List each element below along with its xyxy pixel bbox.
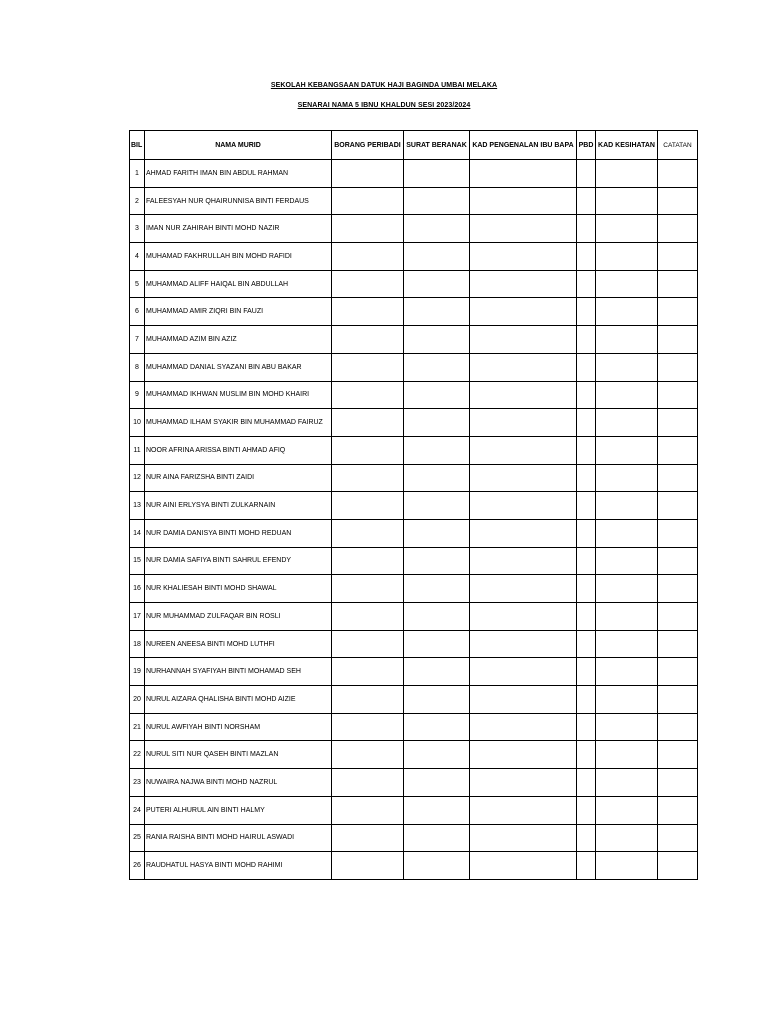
catatan-cell xyxy=(658,630,698,658)
borang-peribadi-cell xyxy=(332,243,404,271)
pbd-cell xyxy=(577,298,596,326)
kad-pengenalan-ibu-bapa-cell xyxy=(470,769,577,797)
student-name: NUR AINA FARIZSHA BINTI ZAIDI xyxy=(145,464,332,492)
table-row xyxy=(130,270,698,298)
kad-kesihatan-cell xyxy=(596,713,658,741)
student-rows xyxy=(130,160,698,880)
row-number: 23 xyxy=(130,769,145,797)
catatan-cell xyxy=(658,215,698,243)
catatan-cell xyxy=(658,464,698,492)
borang-peribadi-cell xyxy=(332,713,404,741)
borang-peribadi-cell xyxy=(332,603,404,631)
kad-pengenalan-ibu-bapa-cell xyxy=(470,547,577,575)
borang-peribadi-cell xyxy=(332,796,404,824)
student-name: NURUL AIZARA QHALISHA BINTI MOHD AIZIE xyxy=(145,686,332,714)
kad-kesihatan-cell xyxy=(596,824,658,852)
catatan-cell xyxy=(658,436,698,464)
table-row xyxy=(130,215,698,243)
surat-beranak-cell xyxy=(404,686,470,714)
kad-pengenalan-ibu-bapa-cell xyxy=(470,519,577,547)
list-title: SENARAI NAMA 5 IBNU KHALDUN SESI 2023/2024 xyxy=(297,102,471,109)
catatan-cell xyxy=(658,824,698,852)
row-number: 11 xyxy=(130,436,145,464)
surat-beranak-cell xyxy=(404,381,470,409)
student-name: MUHAMMAD ILHAM SYAKIR BIN MUHAMMAD FAIRUZ xyxy=(145,409,332,437)
pbd-cell xyxy=(577,160,596,188)
student-name: NUR AINI ERLYSYA BINTI ZULKARNAIN xyxy=(145,492,332,520)
table-row xyxy=(130,381,698,409)
student-name: NUWAIRA NAJWA BINTI MOHD NAZRUL xyxy=(145,769,332,797)
row-number: 17 xyxy=(130,603,145,631)
column-header-borang-peribadi: BORANG PERIBADI xyxy=(332,131,404,160)
student-name: NOOR AFRINA ARISSA BINTI AHMAD AFIQ xyxy=(145,436,332,464)
borang-peribadi-cell xyxy=(332,436,404,464)
table-header-row xyxy=(130,131,698,160)
borang-peribadi-cell xyxy=(332,409,404,437)
row-number: 9 xyxy=(130,381,145,409)
pbd-cell xyxy=(577,796,596,824)
surat-beranak-cell xyxy=(404,575,470,603)
pbd-cell xyxy=(577,187,596,215)
student-name: PUTERI ALHURUL AIN BINTI HALMY xyxy=(145,796,332,824)
surat-beranak-cell xyxy=(404,519,470,547)
borang-peribadi-cell xyxy=(332,769,404,797)
row-number: 12 xyxy=(130,464,145,492)
kad-pengenalan-ibu-bapa-cell xyxy=(470,464,577,492)
table-row xyxy=(130,547,698,575)
table-row xyxy=(130,796,698,824)
table-row xyxy=(130,852,698,880)
column-header-catatan: CATATAN xyxy=(658,131,698,160)
table-row xyxy=(130,741,698,769)
surat-beranak-cell xyxy=(404,187,470,215)
kad-kesihatan-cell xyxy=(596,519,658,547)
student-name: MUHAMMAD AMIR ZIQRI BIN FAUZI xyxy=(145,298,332,326)
row-number: 26 xyxy=(130,852,145,880)
row-number: 5 xyxy=(130,270,145,298)
kad-pengenalan-ibu-bapa-cell xyxy=(470,824,577,852)
kad-pengenalan-ibu-bapa-cell xyxy=(470,436,577,464)
surat-beranak-cell xyxy=(404,270,470,298)
kad-kesihatan-cell xyxy=(596,547,658,575)
student-name: RAUDHATUL HASYA BINTI MOHD RAHIMI xyxy=(145,852,332,880)
kad-kesihatan-cell xyxy=(596,575,658,603)
student-name: NUR DAMIA DANISYA BINTI MOHD REDUAN xyxy=(145,519,332,547)
borang-peribadi-cell xyxy=(332,215,404,243)
borang-peribadi-cell xyxy=(332,160,404,188)
student-name: AHMAD FARITH IMAN BIN ABDUL RAHMAN xyxy=(145,160,332,188)
row-number: 1 xyxy=(130,160,145,188)
kad-kesihatan-cell xyxy=(596,160,658,188)
column-header-nama-murid: NAMA MURID xyxy=(145,131,332,160)
surat-beranak-cell xyxy=(404,796,470,824)
borang-peribadi-cell xyxy=(332,547,404,575)
pbd-cell xyxy=(577,658,596,686)
surat-beranak-cell xyxy=(404,658,470,686)
borang-peribadi-cell xyxy=(332,630,404,658)
student-name: NUR KHALIESAH BINTI MOHD SHAWAL xyxy=(145,575,332,603)
surat-beranak-cell xyxy=(404,243,470,271)
surat-beranak-cell xyxy=(404,824,470,852)
pbd-cell xyxy=(577,215,596,243)
catatan-cell xyxy=(658,409,698,437)
kad-pengenalan-ibu-bapa-cell xyxy=(470,353,577,381)
kad-pengenalan-ibu-bapa-cell xyxy=(470,243,577,271)
pbd-cell xyxy=(577,464,596,492)
catatan-cell xyxy=(658,381,698,409)
pbd-cell xyxy=(577,519,596,547)
row-number: 7 xyxy=(130,326,145,354)
pbd-cell xyxy=(577,852,596,880)
row-number: 3 xyxy=(130,215,145,243)
catatan-cell xyxy=(658,160,698,188)
kad-pengenalan-ibu-bapa-cell xyxy=(470,852,577,880)
borang-peribadi-cell xyxy=(332,298,404,326)
school-title: SEKOLAH KEBANGSAAN DATUK HAJI BAGINDA UMBAI MELAKA xyxy=(270,82,498,89)
table-row xyxy=(130,603,698,631)
catatan-cell xyxy=(658,187,698,215)
kad-pengenalan-ibu-bapa-cell xyxy=(470,160,577,188)
pbd-cell xyxy=(577,326,596,354)
surat-beranak-cell xyxy=(404,464,470,492)
kad-kesihatan-cell xyxy=(596,187,658,215)
kad-pengenalan-ibu-bapa-cell xyxy=(470,492,577,520)
catatan-cell xyxy=(658,741,698,769)
catatan-cell xyxy=(658,298,698,326)
student-name: NURUL AWFIYAH BINTI NORSHAM xyxy=(145,713,332,741)
borang-peribadi-cell xyxy=(332,464,404,492)
student-name: MUHAMMAD IKHWAN MUSLIM BIN MOHD KHAIRI xyxy=(145,381,332,409)
kad-pengenalan-ibu-bapa-cell xyxy=(470,686,577,714)
kad-kesihatan-cell xyxy=(596,298,658,326)
pbd-cell xyxy=(577,492,596,520)
student-name: MUHAMAD FAKHRULLAH BIN MOHD RAFIDI xyxy=(145,243,332,271)
student-name: NUREEN ANEESA BINTI MOHD LUTHFI xyxy=(145,630,332,658)
borang-peribadi-cell xyxy=(332,658,404,686)
table-row xyxy=(130,409,698,437)
table-row xyxy=(130,575,698,603)
pbd-cell xyxy=(577,381,596,409)
row-number: 19 xyxy=(130,658,145,686)
kad-kesihatan-cell xyxy=(596,630,658,658)
surat-beranak-cell xyxy=(404,298,470,326)
student-name: IMAN NUR ZAHIRAH BINTI MOHD NAZIR xyxy=(145,215,332,243)
row-number: 10 xyxy=(130,409,145,437)
surat-beranak-cell xyxy=(404,492,470,520)
row-number: 16 xyxy=(130,575,145,603)
kad-kesihatan-cell xyxy=(596,243,658,271)
pbd-cell xyxy=(577,713,596,741)
surat-beranak-cell xyxy=(404,353,470,381)
student-name: FALEESYAH NUR QHAIRUNNISA BINTI FERDAUS xyxy=(145,187,332,215)
borang-peribadi-cell xyxy=(332,575,404,603)
borang-peribadi-cell xyxy=(332,519,404,547)
kad-kesihatan-cell xyxy=(596,436,658,464)
student-name: MUHAMMAD AZIM BIN AZIZ xyxy=(145,326,332,354)
kad-kesihatan-cell xyxy=(596,326,658,354)
row-number: 2 xyxy=(130,187,145,215)
kad-pengenalan-ibu-bapa-cell xyxy=(470,713,577,741)
table-row xyxy=(130,713,698,741)
kad-pengenalan-ibu-bapa-cell xyxy=(470,381,577,409)
surat-beranak-cell xyxy=(404,741,470,769)
table-row xyxy=(130,160,698,188)
student-name: NURUL SITI NUR QASEH BINTI MAZLAN xyxy=(145,741,332,769)
borang-peribadi-cell xyxy=(332,852,404,880)
catatan-cell xyxy=(658,658,698,686)
catatan-cell xyxy=(658,796,698,824)
row-number: 13 xyxy=(130,492,145,520)
catatan-cell xyxy=(658,713,698,741)
column-header-bil: BIL xyxy=(130,131,145,160)
catatan-cell xyxy=(658,243,698,271)
borang-peribadi-cell xyxy=(332,270,404,298)
kad-kesihatan-cell xyxy=(596,741,658,769)
student-name: NUR MUHAMMAD ZULFAQAR BIN ROSLI xyxy=(145,603,332,631)
row-number: 25 xyxy=(130,824,145,852)
pbd-cell xyxy=(577,353,596,381)
surat-beranak-cell xyxy=(404,630,470,658)
surat-beranak-cell xyxy=(404,713,470,741)
kad-kesihatan-cell xyxy=(596,852,658,880)
pbd-cell xyxy=(577,741,596,769)
catatan-cell xyxy=(658,492,698,520)
kad-pengenalan-ibu-bapa-cell xyxy=(470,326,577,354)
pbd-cell xyxy=(577,769,596,797)
table-row xyxy=(130,326,698,354)
borang-peribadi-cell xyxy=(332,381,404,409)
surat-beranak-cell xyxy=(404,409,470,437)
catatan-cell xyxy=(658,519,698,547)
student-name: RANIA RAISHA BINTI MOHD HAIRUL ASWADI xyxy=(145,824,332,852)
kad-kesihatan-cell xyxy=(596,464,658,492)
pbd-cell xyxy=(577,686,596,714)
surat-beranak-cell xyxy=(404,769,470,797)
kad-kesihatan-cell xyxy=(596,769,658,797)
surat-beranak-cell xyxy=(404,547,470,575)
borang-peribadi-cell xyxy=(332,187,404,215)
table-row xyxy=(130,658,698,686)
table-row xyxy=(130,492,698,520)
row-number: 22 xyxy=(130,741,145,769)
table-row xyxy=(130,187,698,215)
column-header-surat-beranak: SURAT BERANAK xyxy=(404,131,470,160)
kad-pengenalan-ibu-bapa-cell xyxy=(470,215,577,243)
pbd-cell xyxy=(577,630,596,658)
table-row xyxy=(130,824,698,852)
kad-kesihatan-cell xyxy=(596,796,658,824)
surat-beranak-cell xyxy=(404,160,470,188)
row-number: 20 xyxy=(130,686,145,714)
row-number: 18 xyxy=(130,630,145,658)
kad-pengenalan-ibu-bapa-cell xyxy=(470,603,577,631)
row-number: 21 xyxy=(130,713,145,741)
surat-beranak-cell xyxy=(404,852,470,880)
kad-pengenalan-ibu-bapa-cell xyxy=(470,796,577,824)
kad-kesihatan-cell xyxy=(596,658,658,686)
kad-kesihatan-cell xyxy=(596,353,658,381)
borang-peribadi-cell xyxy=(332,353,404,381)
kad-pengenalan-ibu-bapa-cell xyxy=(470,298,577,326)
kad-kesihatan-cell xyxy=(596,603,658,631)
catatan-cell xyxy=(658,603,698,631)
borang-peribadi-cell xyxy=(332,741,404,769)
kad-pengenalan-ibu-bapa-cell xyxy=(470,658,577,686)
kad-kesihatan-cell xyxy=(596,270,658,298)
catatan-cell xyxy=(658,270,698,298)
pbd-cell xyxy=(577,575,596,603)
student-name: NURHANNAH SYAFIYAH BINTI MOHAMAD SEH xyxy=(145,658,332,686)
row-number: 8 xyxy=(130,353,145,381)
pbd-cell xyxy=(577,824,596,852)
student-table xyxy=(129,130,698,880)
table-row xyxy=(130,298,698,326)
catatan-cell xyxy=(658,769,698,797)
catatan-cell xyxy=(658,575,698,603)
kad-pengenalan-ibu-bapa-cell xyxy=(470,409,577,437)
borang-peribadi-cell xyxy=(332,492,404,520)
table-row xyxy=(130,353,698,381)
pbd-cell xyxy=(577,547,596,575)
table-row xyxy=(130,519,698,547)
pbd-cell xyxy=(577,603,596,631)
borang-peribadi-cell xyxy=(332,824,404,852)
column-header-kad-kesihatan: KAD KESIHATAN xyxy=(596,131,658,160)
pbd-cell xyxy=(577,436,596,464)
kad-pengenalan-ibu-bapa-cell xyxy=(470,187,577,215)
catatan-cell xyxy=(658,353,698,381)
column-header-kad-pengenalan-ibu-bapa: KAD PENGENALAN IBU BAPA xyxy=(470,131,577,160)
kad-kesihatan-cell xyxy=(596,381,658,409)
row-number: 24 xyxy=(130,796,145,824)
kad-kesihatan-cell xyxy=(596,215,658,243)
pbd-cell xyxy=(577,270,596,298)
row-number: 4 xyxy=(130,243,145,271)
table-row xyxy=(130,243,698,271)
surat-beranak-cell xyxy=(404,436,470,464)
borang-peribadi-cell xyxy=(332,686,404,714)
table-row xyxy=(130,686,698,714)
row-number: 14 xyxy=(130,519,145,547)
row-number: 15 xyxy=(130,547,145,575)
catatan-cell xyxy=(658,547,698,575)
kad-kesihatan-cell xyxy=(596,492,658,520)
pbd-cell xyxy=(577,409,596,437)
kad-pengenalan-ibu-bapa-cell xyxy=(470,575,577,603)
kad-pengenalan-ibu-bapa-cell xyxy=(470,270,577,298)
table-row xyxy=(130,630,698,658)
surat-beranak-cell xyxy=(404,326,470,354)
kad-pengenalan-ibu-bapa-cell xyxy=(470,741,577,769)
student-name: MUHAMMAD ALIFF HAIQAL BIN ABDULLAH xyxy=(145,270,332,298)
catatan-cell xyxy=(658,326,698,354)
kad-pengenalan-ibu-bapa-cell xyxy=(470,630,577,658)
surat-beranak-cell xyxy=(404,215,470,243)
table-row xyxy=(130,436,698,464)
pbd-cell xyxy=(577,243,596,271)
surat-beranak-cell xyxy=(404,603,470,631)
column-header-pbd: PBD xyxy=(577,131,596,160)
catatan-cell xyxy=(658,852,698,880)
kad-kesihatan-cell xyxy=(596,409,658,437)
row-number: 6 xyxy=(130,298,145,326)
student-name: MUHAMMAD DANIAL SYAZANI BIN ABU BAKAR xyxy=(145,353,332,381)
table-row xyxy=(130,464,698,492)
borang-peribadi-cell xyxy=(332,326,404,354)
student-name: NUR DAMIA SAFIYA BINTI SAHRUL EFENDY xyxy=(145,547,332,575)
table-row xyxy=(130,769,698,797)
catatan-cell xyxy=(658,686,698,714)
kad-kesihatan-cell xyxy=(596,686,658,714)
